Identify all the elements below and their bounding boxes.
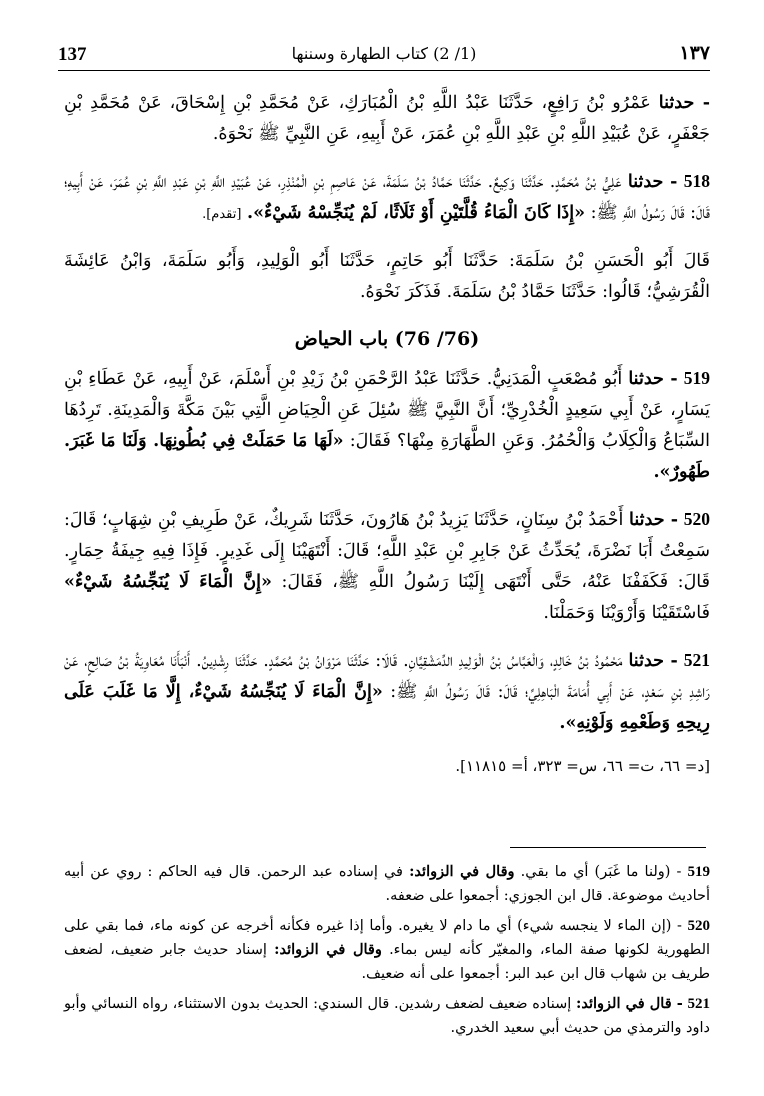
source-references: [د= ٦٦، ت= ٦٦، س= ٣٢٣، أ= ١١٨١٥]. bbox=[455, 757, 710, 775]
footnote-521 bbox=[64, 992, 710, 1040]
footnote-number: 519 bbox=[687, 864, 711, 880]
footnote-text: - (ولنا ما غَبَر) أي ما بقي. bbox=[520, 864, 682, 880]
hadith-paragraph bbox=[64, 88, 710, 150]
footnote-519 bbox=[64, 860, 710, 908]
hadith-520 bbox=[64, 504, 710, 629]
main-text bbox=[64, 88, 710, 782]
hadith-matn: «إِنَّ الْمَاءَ لَا يُنَجِّسُهُ شَيْءٌ» bbox=[64, 572, 272, 592]
hadith-number: 520 bbox=[683, 509, 710, 529]
footnote-rule bbox=[510, 847, 706, 848]
narration-lead: - حدثنا bbox=[628, 651, 678, 671]
commentary-text: قَالَ أَبُو الْحَسَنِ بْنُ سَلَمَةَ: حَدَّثَنَا أَبُو حَاتِمٍ، حَدَّثَنَا أَبُو الْوَلِيدِ، وَأَبُو سَلَمَةَ، وَابْنُ عَائِشَةَ الْقُرَشِيُّ؛ قَالُوا: حَدَّثَنَا حَمَّادُ بْنُ سَلَمَةَ. فَذَكَرَ نَحْوَهُ. bbox=[64, 251, 710, 302]
isnad-text: مَحْمُودُ بْنُ خَالِدٍ، وَالْعَبَّاسُ بْنُ الْوَلِيدِ الدِّمَشْقِيَّانِ. قَالَا: حَدَّثَنَا مَرْوَانُ بْنُ مُحَمَّدٍ. حَدَّثَنَا رِشْدِينُ. أَنْبَأَنَا مُعَاوِيَةُ بْنُ صَالِحٍ، عَنْ رَاشِدِ بْنِ سَعْدٍ، عَنْ أَبِي أُمَامَةَ الْبَاهِلِيِّ؛ قَالَ: قَالَ رَسُولُ اللَّهِ ﷺ: bbox=[64, 651, 710, 702]
footnote-text: إسناد حديث جابر ضعيف، لضعف طريف بن شهاب قال ابن عبد البر: أجمعوا على أنه ضعيف. bbox=[64, 942, 710, 982]
footnote-text: - (إن الماء لا ينجسه شيء) أي ما دام لا يغيره. وأما إذا غيره فكأنه أخرجه عن كونه ماء، فما بقي على الطهورية لكونها صفة الماء، والمغيّر كأنه ليس بماء. bbox=[64, 918, 711, 958]
footnote-number: 521 bbox=[687, 996, 711, 1012]
footnotes bbox=[64, 860, 710, 1046]
isnad-text: أَبُو مُصْعَبٍ الْمَدَنِيُّ. حَدَّثَنَا عَبْدُ الرَّحْمَنِ بْنُ زَيْدِ بْنِ أَسْلَمَ، عَنْ أَبِيهِ، عَنْ عَطَاءِ بْنِ يَسَارٍ، عَنْ أَبِي سَعِيدٍ الْخُدْرِيِّ؛ أَنَّ النَّبِيَّ ﷺ سُئِلَ عَنِ الْحِيَاضِ الَّتِي بَيْنَ مَكَّةَ وَالْمَدِينَةِ. تَرِدُهَا السِّبَاعُ وَالْكِلَابُ وَالْحُمُرُ. وَعَنِ الطَّهَارَةِ مِنْهَا؟ فَقَالَ: bbox=[64, 369, 710, 451]
hadith-519 bbox=[64, 363, 710, 488]
footnote-lead: - قال في الزوائد: bbox=[576, 995, 683, 1012]
page-number-arabic: ١٣٧ bbox=[679, 42, 710, 64]
isnad-text: عَمْرُو بْنُ رَافِعٍ، حَدَّثَنَا عَبْدُ اللَّهِ بْنُ الْمُبَارَكِ، عَنْ مُحَمَّدِ بْنِ إِسْحَاقَ، عَنْ مُحَمَّدِ بْنِ جَعْفَرٍ، عَنْ عُبَيْدِ اللَّهِ بْنِ عَبْدِ اللَّهِ بْنِ عُمَرَ، عَنْ أَبِيهِ، عَنِ النَّبِيِّ ﷺ نَحْوَهُ. bbox=[64, 93, 710, 144]
hadith-number: 519 bbox=[683, 368, 710, 388]
hadith-number: 521 bbox=[683, 650, 710, 670]
hadith-matn: «إِذَا كَانَ الْمَاءُ قُلَّتَيْنِ أَوْ ثَلَاثًا، لَمْ يُنَجِّسْهُ شَيْءٌ». bbox=[247, 203, 586, 223]
chapter-heading: (76/ 76) باب الحياض bbox=[294, 328, 480, 350]
footnote-number: 520 bbox=[687, 918, 710, 934]
narration-lead: - حدثنا bbox=[628, 369, 678, 389]
commentary-paragraph bbox=[64, 246, 710, 308]
isnad-text: عَلِيُّ بْنُ مُحَمَّدٍ. حَدَّثَنَا وَكِيعٌ. حَدَّثَنَا حَمَّادُ بْنُ سَلَمَةَ، عَنْ عَاصِمِ بْنِ الْمُنْذِرِ، عَنْ عُبَيْدِ اللَّهِ بْنِ عَبْدِ اللَّهِ بْنِ عُمَرَ، عَنْ أَبِيهِ؛ قَالَ: قَالَ رَسُولُ اللَّهِ ﷺ: bbox=[64, 172, 710, 223]
narration-lead: - حدثنا bbox=[629, 510, 679, 530]
running-title: (1/ 2) كتاب الطهارة وسننها bbox=[291, 44, 477, 63]
page-header bbox=[58, 40, 710, 68]
footnote-text: في إسناده عبد الرحمن. قال فيه الحاكم : روي عن أبيه أحاديث موضوعة. قال ابن الجوزي: أجمعوا على ضعفه. bbox=[64, 864, 710, 904]
isnad-text: أَحْمَدُ بْنُ سِنَانٍ، حَدَّثَنَا يَزِيدُ بْنُ هَارُونَ، حَدَّثَنَا شَرِيكٌ، عَنْ طَرِيفِ بْنِ شِهَابٍ؛ قَالَ: سَمِعْتُ أَبَا نَضْرَةَ، يُحَدِّثُ عَنْ جَابِرِ بْنِ عَبْدِ اللَّهِ؛ قَالَ: أَنْتَهَيْنَا إِلَى غَدِيرٍ. فَإِذَا فِيهِ جِيفَةُ حِمَارٍ. قَالَ: فَكَفَفْنَا عَنْهُ، حَتَّى أَنْتَهَى إِلَيْنَا رَسُولُ اللَّهِ ﷺ، فَقَالَ: bbox=[64, 510, 710, 592]
footnote-lead: وقال في الزوائد: bbox=[409, 863, 515, 880]
hadith-tail: فَاسْتَقَيْنَا وَأَرْوَيْنَا وَحَمَلْنَا. bbox=[543, 603, 710, 623]
hadith-matn: «لَهَا مَا حَمَلَتْ فِي بُطُونِهَا. وَلَنَا مَا غَبَرَ. طَهُورٌ». bbox=[64, 431, 710, 482]
narration-lead: - حدثنا bbox=[658, 93, 710, 113]
cross-reference: [تقدم]. bbox=[202, 207, 242, 222]
footnote-text: إسناده ضعيف لضعف رشدين. قال السندي: الحديث بدون الاستثناء، رواه النسائي وأبو داود والترمذي من حديث أبي سعيد الخدري. bbox=[64, 996, 710, 1036]
footnote-520 bbox=[64, 914, 710, 986]
hadith-521 bbox=[64, 645, 710, 739]
narration-lead: - حدثنا bbox=[627, 172, 678, 192]
hadith-matn: «إِنَّ الْمَاءَ لَا يُنَجِّسُهُ شَيْءٌ، إِلَّا مَا غَلَبَ عَلَى رِيحِهِ وَطَعْمِهِ وَلَوْنِهِ». bbox=[64, 682, 710, 733]
hadith-518 bbox=[64, 166, 710, 230]
hadith-number: 518 bbox=[683, 171, 710, 191]
page-number-latin: 137 bbox=[58, 44, 87, 65]
header-rule bbox=[58, 70, 710, 71]
footnote-lead: وقال في الزوائد: bbox=[274, 941, 382, 958]
